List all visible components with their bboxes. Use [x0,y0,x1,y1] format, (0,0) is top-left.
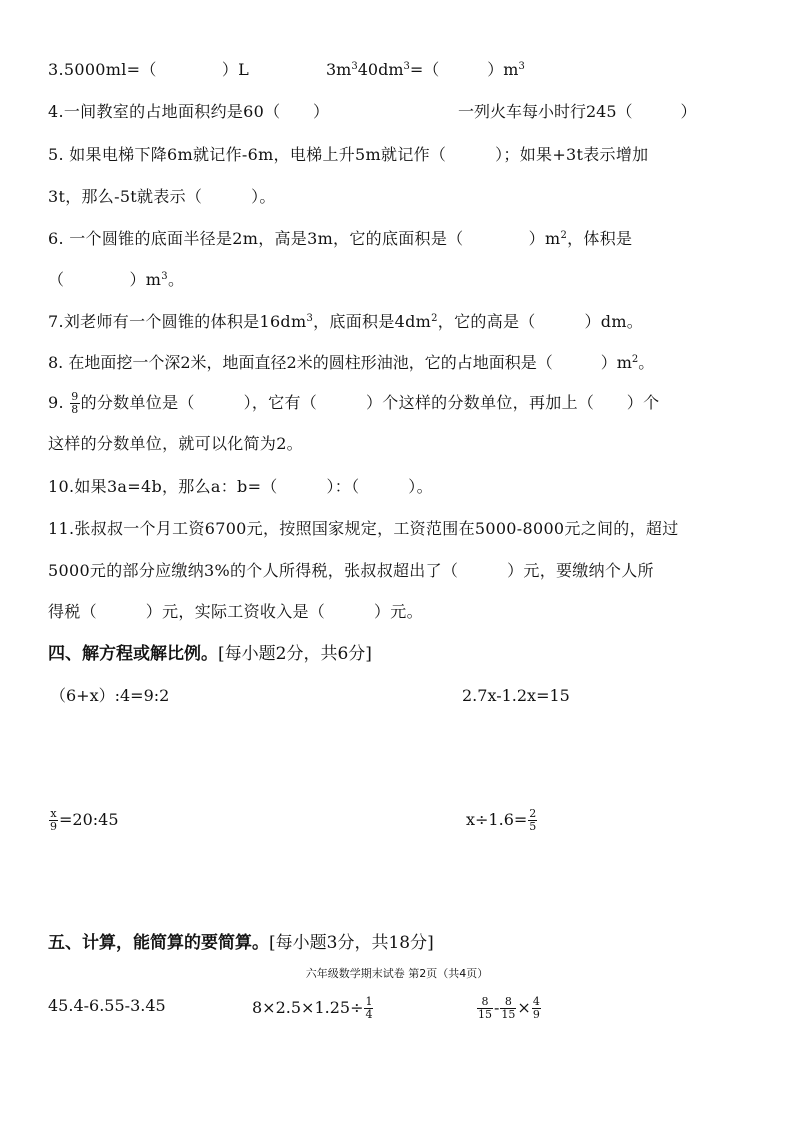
eq4-left: x÷1.6= [466,810,528,829]
question-5-line-2: 3t，那么-5t就表示（ ）。 [48,187,276,206]
question-3-right [326,60,525,80]
expr2-left: 8×2.5×1.25÷ [252,998,364,1017]
q9-fraction-denominator: 8 [71,403,79,416]
equation-3 [48,808,119,833]
expr3-fraction-1 [477,996,493,1021]
question-5-line-1: 5. 如果电梯下降6m就记作-6m，电梯上升5m就记作（ ）；如果+3t表示增加 [48,145,649,164]
q7-sup-2: 2 [431,313,438,324]
q6-text-b: ，体积是 [567,229,633,248]
equation-1: （6+x）:4=9:2 [50,686,170,705]
expr2-fraction [364,996,373,1021]
q6-sup-1: 2 [560,230,568,241]
page-footer: 六年级数学期末试卷 第2页（共4页） [305,967,489,980]
equation-4 [466,808,538,833]
expr3-numerator-3: 4 [532,995,540,1008]
section-4-title: 四、解方程或解比例。 [48,644,218,664]
eq4-numerator: 2 [529,807,537,820]
q6-text-d: 。 [167,270,185,289]
eq4-fraction [528,808,537,833]
equation-2: 2.7x-1.2x=15 [462,686,570,705]
expr3-numerator-1: 8 [481,995,489,1008]
q3-sup-3: 3 [518,61,525,72]
expr3-denominator-2: 15 [501,1008,516,1021]
expr2-denominator: 4 [365,1008,373,1021]
question-4-right: 一列火车每小时行245（ ） [458,102,697,121]
section-4-heading [48,643,372,665]
q8-text-a: 8. 在地面挖一个深2米，地面直径2米的圆柱形油池，它的占地面积是（ ）m [48,353,632,372]
question-10: 10.如果3a=4b，那么a：b=（ ）：（ ）。 [48,477,433,496]
eq3-numerator: x [50,807,57,820]
q9-prefix: 9. [48,393,70,412]
question-6-line-1 [48,229,632,249]
expr3-denominator-1: 15 [478,1008,492,1021]
expr2-numerator: 1 [365,995,373,1008]
q3-sup-2: 3 [403,61,410,72]
q7-text-a: 7.刘老师有一个圆锥的体积是16dm [48,312,307,331]
expr3-fraction-2 [500,996,516,1021]
expr3-operator-1: - [494,998,500,1017]
expr3-numerator-2: 8 [504,995,512,1008]
q9-fraction [70,391,79,416]
q6-text-a: 6. 一个圆锥的底面半径是2m，高是3m，它的底面积是（ ）m [48,229,561,248]
expression-3 [476,996,542,1021]
expression-2 [252,996,374,1021]
eq4-denominator: 5 [529,820,537,833]
question-11-line-2: 5000元的部分应缴纳3%的个人所得税，张叔叔超出了（ ）元，要缴纳个人所 [48,561,654,580]
section-5-heading [48,932,434,954]
section-5-title: 五、计算，能简算的要简算。 [48,933,269,953]
eq3-fraction [49,808,58,833]
q3-sup-1: 3 [351,61,358,72]
question-9-line-1 [48,391,659,416]
eq3-rest: =20:45 [59,810,119,829]
q3-right-text-b: 40dm [357,60,404,79]
expr3-operator-2: × [517,998,531,1017]
q8-sup: 2 [631,354,639,365]
question-11-line-3: 得税（ ）元，实际工资收入是（ ）元。 [48,602,423,621]
question-9-line-2: 这样的分数单位，就可以化简为2。 [48,434,303,453]
question-4-left: 4.一间教室的占地面积约是60（ ） [48,102,330,121]
q7-text-b: ，底面积是4dm [313,312,432,331]
q9-fraction-numerator: 9 [71,390,79,403]
question-6-line-2 [48,270,184,290]
expr3-fraction-3 [532,996,541,1021]
q6-text-c: （ ）m [48,270,162,289]
expression-1: 45.4-6.55-3.45 [48,996,166,1015]
q3-right-text-a: 3m [326,60,352,79]
question-3-left: 3.5000ml=（ ）L [48,60,250,79]
q9-text: 的分数单位是（ ），它有（ ）个这样的分数单位，再加上（ ）个 [80,393,660,412]
q6-sup-2: 3 [161,271,168,282]
q7-sup-1: 3 [306,313,314,324]
question-7 [48,312,643,332]
eq3-denominator: 9 [50,820,57,833]
question-11-line-1: 11.张叔叔一个月工资6700元，按照国家规定，工资范围在5000-8000元之间的，超过 [48,519,679,538]
section-5-note: [每小题3分，共18分] [269,933,434,953]
q8-text-b: 。 [638,353,655,372]
question-8 [48,353,654,373]
expr3-denominator-3: 9 [532,1008,540,1021]
q7-text-c: ，它的高是（ ）dm。 [437,312,644,331]
q3-right-text-c: =（ ）m [409,60,519,79]
section-4-note: [每小题2分，共6分] [218,644,372,664]
